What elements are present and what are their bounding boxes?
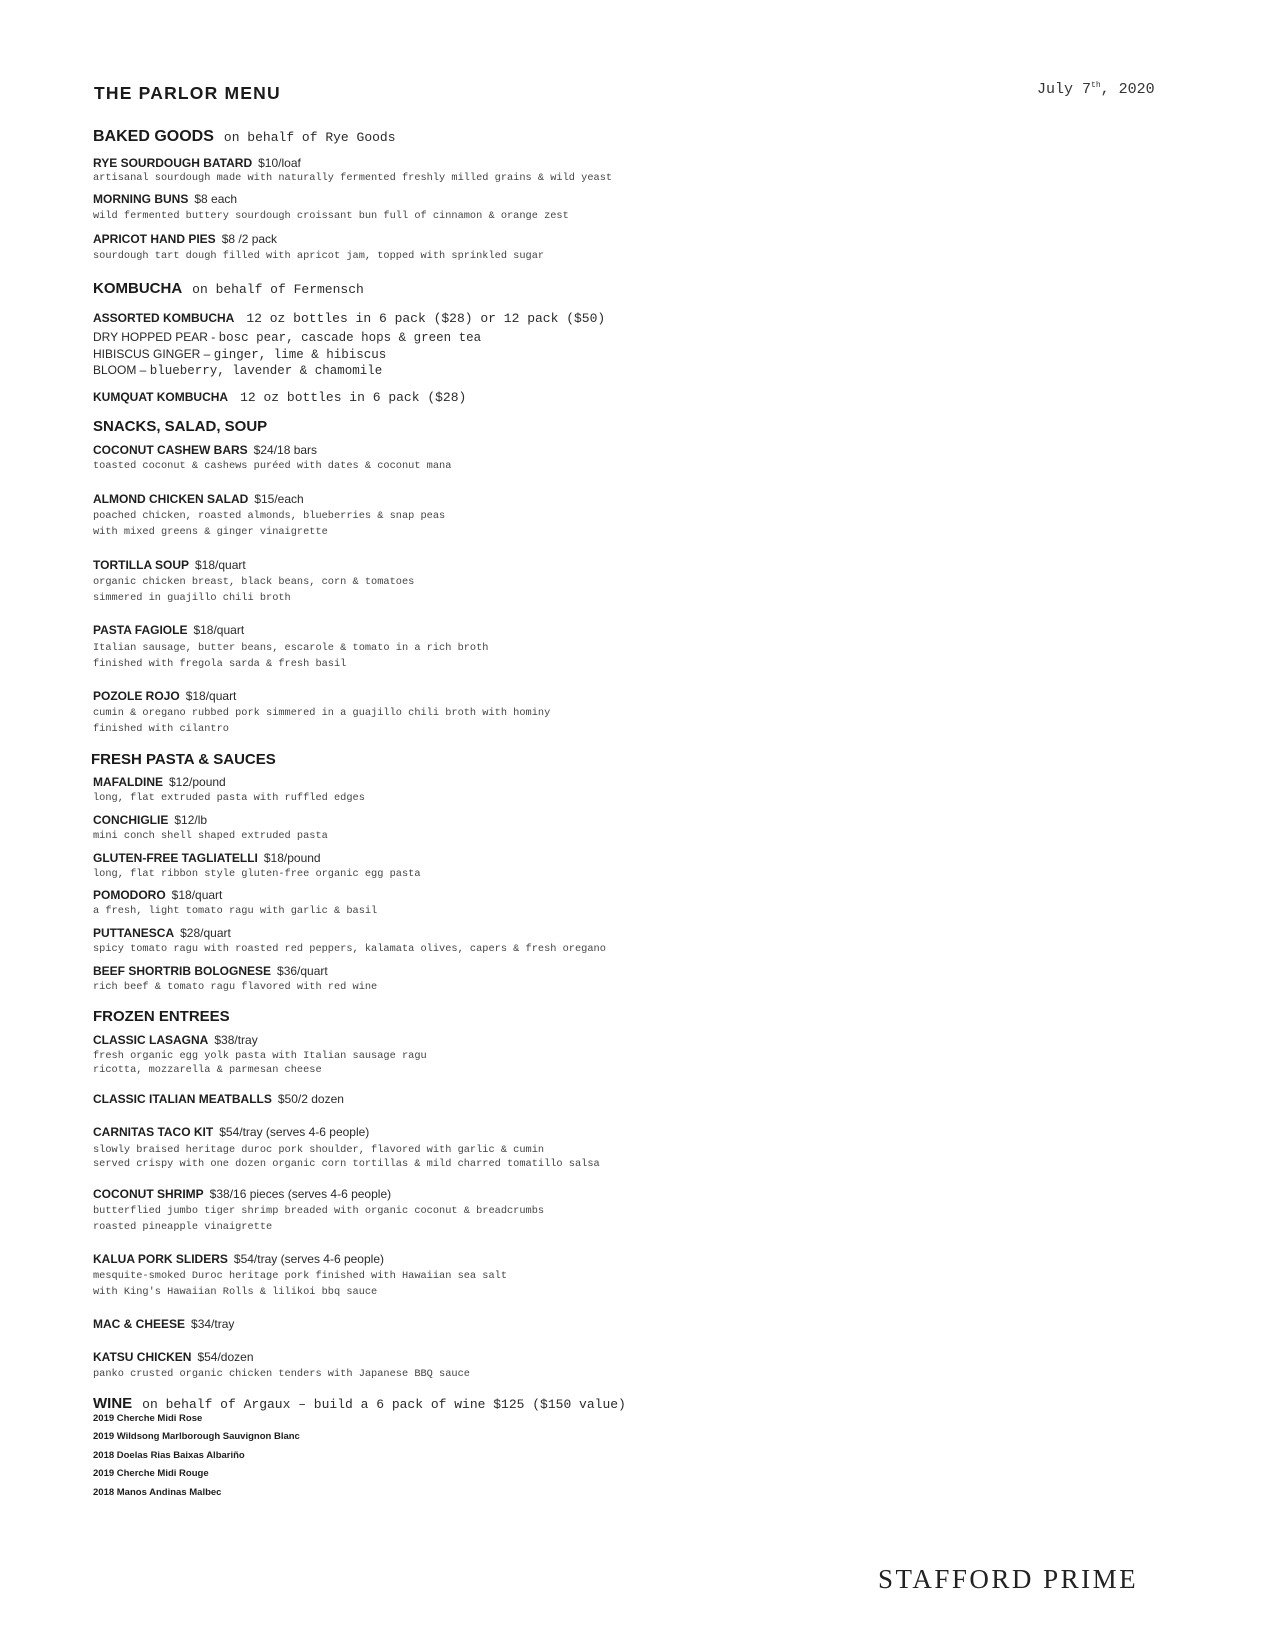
item-conchiglie: CONCHIGLIE $12/lb bbox=[93, 813, 208, 827]
wine-item: 2018 Doelas Rias Baixas Albariño bbox=[93, 1450, 245, 1461]
item-description: long, flat extruded pasta with ruffled edges bbox=[93, 792, 365, 804]
item-description: cumin & oregano rubbed pork simmered in a guajillo chili broth with hominy bbox=[93, 707, 551, 719]
item-description: roasted pineapple vinaigrette bbox=[93, 1221, 273, 1233]
item-description: wild fermented buttery sourdough croissant bun full of cinnamon & orange zest bbox=[93, 210, 569, 222]
item-coconut-cashew-bars: COCONUT CASHEW BARS $24/18 bars bbox=[93, 443, 318, 457]
item-description: served crispy with one dozen organic corn tortillas & mild charred tomatillo salsa bbox=[93, 1158, 600, 1170]
item-katsu-chicken: KATSU CHICKEN $54/dozen bbox=[93, 1350, 254, 1364]
item-description: toasted coconut & cashews puréed with dates & coconut mana bbox=[93, 460, 452, 472]
item-description: panko crusted organic chicken tenders with Japanese BBQ sauce bbox=[93, 1368, 470, 1380]
item-morning-buns: MORNING BUNS $8 each bbox=[93, 192, 238, 206]
item-description: finished with fregola sarda & fresh basil bbox=[93, 658, 347, 670]
item-pozole-rojo: POZOLE ROJO $18/quart bbox=[93, 689, 237, 703]
section-frozen-entrees: FROZEN ENTREES bbox=[93, 1008, 230, 1025]
page-title: THE PARLOR MENU bbox=[94, 83, 281, 103]
item-description: simmered in guajillo chili broth bbox=[93, 592, 291, 604]
item-description: finished with cilantro bbox=[93, 723, 229, 735]
item-description: mesquite-smoked Duroc heritage pork finished with Hawaiian sea salt bbox=[93, 1270, 508, 1282]
wine-item: 2019 Cherche Midi Rouge bbox=[93, 1468, 209, 1479]
item-description: poached chicken, roasted almonds, blueberries & snap peas bbox=[93, 510, 446, 522]
item-description: spicy tomato ragu with roasted red peppers, kalamata olives, capers & fresh oregano bbox=[93, 943, 606, 955]
wine-item: 2019 Cherche Midi Rose bbox=[93, 1413, 203, 1424]
item-description: ricotta, mozzarella & parmesan cheese bbox=[93, 1064, 322, 1076]
item-description: fresh organic egg yolk pasta with Italian sausage ragu bbox=[93, 1050, 427, 1062]
item-tortilla-soup: TORTILLA SOUP $18/quart bbox=[93, 558, 246, 572]
item-classic-italian-meatballs: CLASSIC ITALIAN MEATBALLS $50/2 dozen bbox=[93, 1092, 344, 1106]
section-snacks-salad-soup: SNACKS, SALAD, SOUP bbox=[93, 418, 268, 435]
item-carnitas-taco-kit: CARNITAS TACO KIT $54/tray (serves 4-6 people) bbox=[93, 1125, 370, 1139]
section-baked-goods: BAKED GOODS on behalf of Rye Goods bbox=[93, 128, 396, 145]
item-coconut-shrimp: COCONUT SHRIMP $38/16 pieces (serves 4-6 people) bbox=[93, 1187, 392, 1201]
menu-date: July 7th, 2020 bbox=[1037, 81, 1155, 98]
kombucha-flavor: DRY HOPPED PEAR - bosc pear, cascade hops & green tea bbox=[93, 330, 482, 345]
item-classic-lasagna: CLASSIC LASAGNA $38/tray bbox=[93, 1033, 258, 1047]
item-pasta-fagiole: PASTA FAGIOLE $18/quart bbox=[93, 623, 245, 637]
item-almond-chicken-salad: ALMOND CHICKEN SALAD $15/each bbox=[93, 492, 304, 506]
section-kombucha: KOMBUCHA on behalf of Fermensch bbox=[93, 280, 364, 297]
item-gluten-free-tagliatelli: GLUTEN-FREE TAGLIATELLI $18/pound bbox=[93, 851, 321, 865]
wine-item: 2019 Wildsong Marlborough Sauvignon Blanc bbox=[93, 1431, 300, 1442]
item-kalua-pork-sliders: KALUA PORK SLIDERS $54/tray (serves 4-6 people) bbox=[93, 1252, 384, 1266]
item-apricot-hand-pies: APRICOT HAND PIES $8 /2 pack bbox=[93, 232, 278, 246]
item-description: organic chicken breast, black beans, corn & tomatoes bbox=[93, 576, 415, 588]
item-description: with mixed greens & ginger vinaigrette bbox=[93, 526, 328, 538]
item-kumquat-kombucha: KUMQUAT KOMBUCHA 12 oz bottles in 6 pack ($28) bbox=[93, 390, 467, 405]
section-fresh-pasta-sauces: FRESH PASTA & SAUCES bbox=[91, 751, 276, 768]
item-description: butterflied jumbo tiger shrimp breaded with organic coconut & breadcrumbs bbox=[93, 1205, 545, 1217]
item-mac-and-cheese: MAC & CHEESE $34/tray bbox=[93, 1317, 235, 1331]
kombucha-flavor: HIBISCUS GINGER – ginger, lime & hibiscus bbox=[93, 347, 387, 362]
section-wine: WINE on behalf of Argaux – build a 6 pack of wine $125 ($150 value) bbox=[93, 1395, 626, 1412]
item-description: sourdough tart dough filled with apricot jam, topped with sprinkled sugar bbox=[93, 250, 545, 262]
item-description: Italian sausage, butter beans, escarole & tomato in a rich broth bbox=[93, 642, 489, 654]
item-description: artisanal sourdough made with naturally fermented freshly milled grains & wild yeast bbox=[93, 172, 613, 184]
item-mafaldine: MAFALDINE $12/pound bbox=[93, 775, 226, 789]
item-rye-sourdough-batard: RYE SOURDOUGH BATARD $10/loaf bbox=[93, 156, 301, 170]
item-pomodoro: POMODORO $18/quart bbox=[93, 888, 223, 902]
item-assorted-kombucha: ASSORTED KOMBUCHA 12 oz bottles in 6 pack ($28) or 12 pack ($50) bbox=[93, 311, 606, 326]
item-beef-shortrib-bolognese: BEEF SHORTRIB BOLOGNESE $36/quart bbox=[93, 964, 328, 978]
item-description: slowly braised heritage duroc pork shoulder, flavored with garlic & cumin bbox=[93, 1144, 545, 1156]
item-description: mini conch shell shaped extruded pasta bbox=[93, 830, 328, 842]
wine-item: 2018 Manos Andinas Malbec bbox=[93, 1487, 222, 1498]
item-description: with King's Hawaiian Rolls & lilikoi bbq sauce bbox=[93, 1286, 378, 1298]
item-description: a fresh, light tomato ragu with garlic & basil bbox=[93, 905, 378, 917]
item-description: long, flat ribbon style gluten-free organic egg pasta bbox=[93, 868, 421, 880]
kombucha-flavor: BLOOM – blueberry, lavender & chamomile bbox=[93, 363, 383, 378]
brand-logo: STAFFORD PRIME bbox=[878, 1564, 1139, 1594]
item-description: rich beef & tomato ragu flavored with red wine bbox=[93, 981, 378, 993]
item-puttanesca: PUTTANESCA $28/quart bbox=[93, 926, 231, 940]
